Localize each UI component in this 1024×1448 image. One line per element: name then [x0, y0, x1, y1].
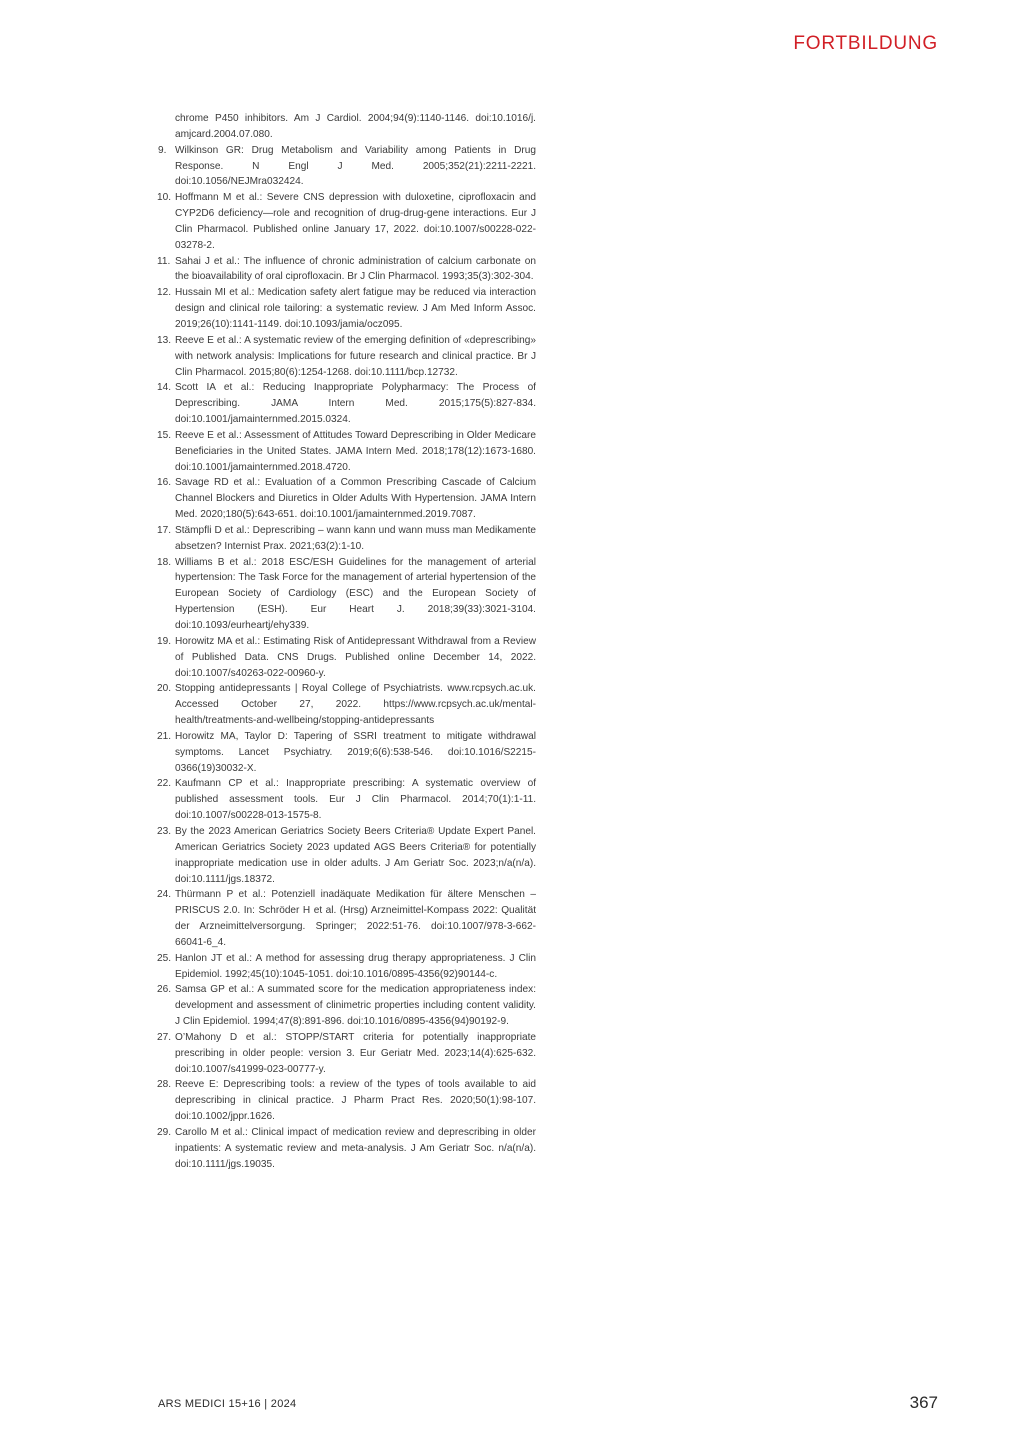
- reference-text: Wilkinson GR: Drug Metabolism and Variability among Patients in Drug Response. N Engl J Med. 2005;352(21):2211-2221. doi:10.1056/NEJMra032424.: [175, 144, 536, 188]
- reference-number: 9.: [158, 144, 167, 156]
- reference-item: [158, 475, 536, 523]
- reference-text: Carollo M et al.: Clinical impact of medication review and deprescribing in older inpatients: A systematic review and meta-analysis. J Am Geriatr Soc. n/a(n/a). doi:10.1111/jgs.19035.: [175, 1127, 536, 1170]
- reference-number: 15.: [157, 429, 172, 441]
- reference-number: 23.: [157, 825, 172, 837]
- reference-text: Hussain MI et al.: Medication safety alert fatigue may be reduced via interaction design and clinical role tailoring: a systematic review. J Am Med Inform Assoc. 2019;26(10):1141-1149. doi:10.1093/jamia/ocz095.: [175, 287, 536, 330]
- page-number: 367: [909, 1393, 938, 1412]
- reference-item: [158, 1125, 536, 1173]
- reference-number: 12.: [157, 287, 172, 299]
- reference-number: 10.: [157, 192, 172, 204]
- reference-number: 25.: [157, 952, 172, 964]
- reference-item: [158, 1077, 536, 1125]
- reference-list: [158, 111, 536, 1173]
- reference-text: Samsa GP et al.: A summated score for the medication appropriateness index: development and assessment of clinimetric properties including content validity. J Clin Epidemiol. 1994;47(8):891-896. doi:10.1016/0895-4356(94)90192-9.: [175, 984, 536, 1028]
- reference-number: 14.: [157, 382, 172, 394]
- reference-number: 24.: [157, 889, 172, 901]
- reference-number: 29.: [157, 1127, 172, 1138]
- reference-item: [158, 380, 536, 428]
- reference-text: Reeve E et al.: Assessment of Attitudes Toward Deprescribing in Older Medicare Beneficiaries in the United States. JAMA Intern Med. 2018;178(12):1673-1680. doi:10.1001/jamainternmed.2018.4720.: [175, 429, 536, 473]
- reference-number: 16.: [157, 477, 172, 489]
- reference-number: 26.: [157, 984, 172, 996]
- reference-item: [158, 523, 536, 555]
- reference-number: 13.: [157, 334, 172, 346]
- reference-item: [158, 428, 536, 476]
- reference-number: 11.: [157, 255, 171, 267]
- reference-text: Horowitz MA et al.: Estimating Risk of Antidepressant Withdrawal from a Review of Published Data. CNS Drugs. Published online December 14, 2022. doi:10.1007/s40263-022-00960-y.: [175, 635, 536, 679]
- reference-text: Reeve E: Deprescribing tools: a review of the types of tools available to aid deprescribing in clinical practice. J Pharm Pract Res. 2020;50(1):98-107. doi:10.1002/jppr.1626.: [175, 1079, 536, 1123]
- reference-item: [158, 824, 536, 887]
- reference-number: 21.: [157, 730, 172, 742]
- reference-text: Thürmann P et al.: Potenziell inadäquate Medikation für ältere Menschen – PRISCUS 2.0. In: Schröder H et al. (Hrsg) Arzneimittel-Kompass 2022: Qualität der Arzneimittelversorgung. Springer; 2022:51-76. doi:10.1007/978-3-662-66041-6_4.: [175, 889, 536, 948]
- reference-item: [158, 254, 536, 286]
- reference-text: By the 2023 American Geriatrics Society Beers Criteria® Update Expert Panel. American Geriatrics Society 2023 updated AGS Beers Criteria® for potentially inappropriate medication use in older adults. J Am Geriatr Soc. 2023;n/a(n/a). doi:10.1111/jgs.18372.: [175, 825, 536, 885]
- reference-item: [158, 982, 536, 1030]
- reference-text: Stämpfli D et al.: Deprescribing – wann kann und wann muss man Medikamente absetzen? Internist Prax. 2021;63(2):1-10.: [175, 524, 536, 552]
- reference-item: [158, 951, 536, 983]
- reference-text: Stopping antidepressants | Royal College of Psychiatrists. www.rcpsych.ac.uk. Accessed October 27, 2022. https://www.rcpsych.ac.uk/mental-health/treatments-and-wellbeing/stopping-antidepressants: [175, 683, 536, 727]
- reference-text: Kaufmann CP et al.: Inappropriate prescribing: A systematic overview of published assessment tools. Eur J Clin Pharmacol. 2014;70(1):1-11. doi:10.1007/s00228-013-1575-8.: [175, 778, 536, 822]
- reference-text: Horowitz MA, Taylor D: Tapering of SSRI treatment to mitigate withdrawal symptoms. Lancet Psychiatry. 2019;6(6):538-546. doi:10.1016/S2215-0366(19)30032-X.: [175, 730, 536, 774]
- reference-item: [158, 681, 536, 729]
- reference-number: 22.: [157, 778, 172, 790]
- reference-text: Scott IA et al.: Reducing Inappropriate Polypharmacy: The Process of Deprescribing. JAMA Intern Med. 2015;175(5):827-834. doi:10.1001/jamainternmed.2015.0324.: [175, 382, 536, 426]
- journal-issue-footer: ARS MEDICI 15+16 | 2024: [158, 1398, 297, 1410]
- reference-item: [158, 190, 536, 253]
- reference-text: Hoffmann M et al.: Severe CNS depression with duloxetine, ciprofloxacin and CYP2D6 deficiency—role and recognition of drug-drug-gene interactions. Eur J Clin Pharmacol. Published online January 17, 2022. doi:10.1007/s00228-022-03278-2.: [175, 192, 536, 251]
- reference-item: [158, 555, 536, 634]
- reference-item: [158, 776, 536, 824]
- reference-text: Hanlon JT et al.: A method for assessing drug therapy appropriateness. J Clin Epidemiol. 1992;45(10):1045-1051. doi:10.1016/0895-4356(92)90144-c.: [175, 952, 536, 980]
- reference-text: Savage RD et al.: Evaluation of a Common Prescribing Cascade of Calcium Channel Blockers and Diuretics in Older Adults With Hypertension. JAMA Intern Med. 2020;180(5):643-651. doi:10.1001/jamainternmed.2019.7087.: [175, 477, 536, 521]
- reference-text: O’Mahony D et al.: STOPP/START criteria for potentially inappropriate prescribing in older people: version 3. Eur Geriatr Med. 2023;14(4):625-632. doi:10.1007/s41999-023-00777-y.: [175, 1031, 536, 1075]
- reference-number: 28.: [157, 1079, 172, 1091]
- reference-item: [158, 729, 536, 777]
- reference-text: Reeve E et al.: A systematic review of the emerging definition of «deprescribing» with network analysis: Implications for future research and clinical practice. Br J Clin Pharmacol. 2015;80(6):1254-1268. doi:10.1111/bcp.12732.: [175, 334, 536, 378]
- reference-text: Sahai J et al.: The influence of chronic administration of calcium carbonate on the bioavailability of oral ciprofloxacin. Br J Clin Pharmacol. 1993;35(3):302-304.: [175, 255, 536, 283]
- reference-number: 20.: [157, 683, 172, 695]
- reference-item: [158, 111, 536, 143]
- reference-item: [158, 285, 536, 333]
- reference-text: chrome P450 inhibitors. Am J Cardiol. 2004;94(9):1140-1146. doi:10.1016/j. amjcard.2004.07.080.: [175, 113, 536, 140]
- reference-number: 19.: [157, 635, 172, 647]
- reference-number: 18.: [157, 556, 172, 568]
- reference-item: [158, 333, 536, 381]
- reference-number: 27.: [157, 1031, 172, 1043]
- reference-item: [158, 887, 536, 950]
- reference-number: 17.: [157, 524, 172, 536]
- reference-item: [158, 1030, 536, 1078]
- reference-item: [158, 634, 536, 682]
- reference-text: Williams B et al.: 2018 ESC/ESH Guidelines for the management of arterial hypertension: The Task Force for the management of arterial hypertension of the European Society of Cardiology (ESC) and the European Society of Hypertension (ESH). Eur Heart J. 2018;39(33):3021-3104. doi:10.1093/eurheartj/ehy339.: [175, 556, 536, 631]
- reference-item: [158, 143, 536, 191]
- section-header: FORTBILDUNG: [793, 33, 938, 54]
